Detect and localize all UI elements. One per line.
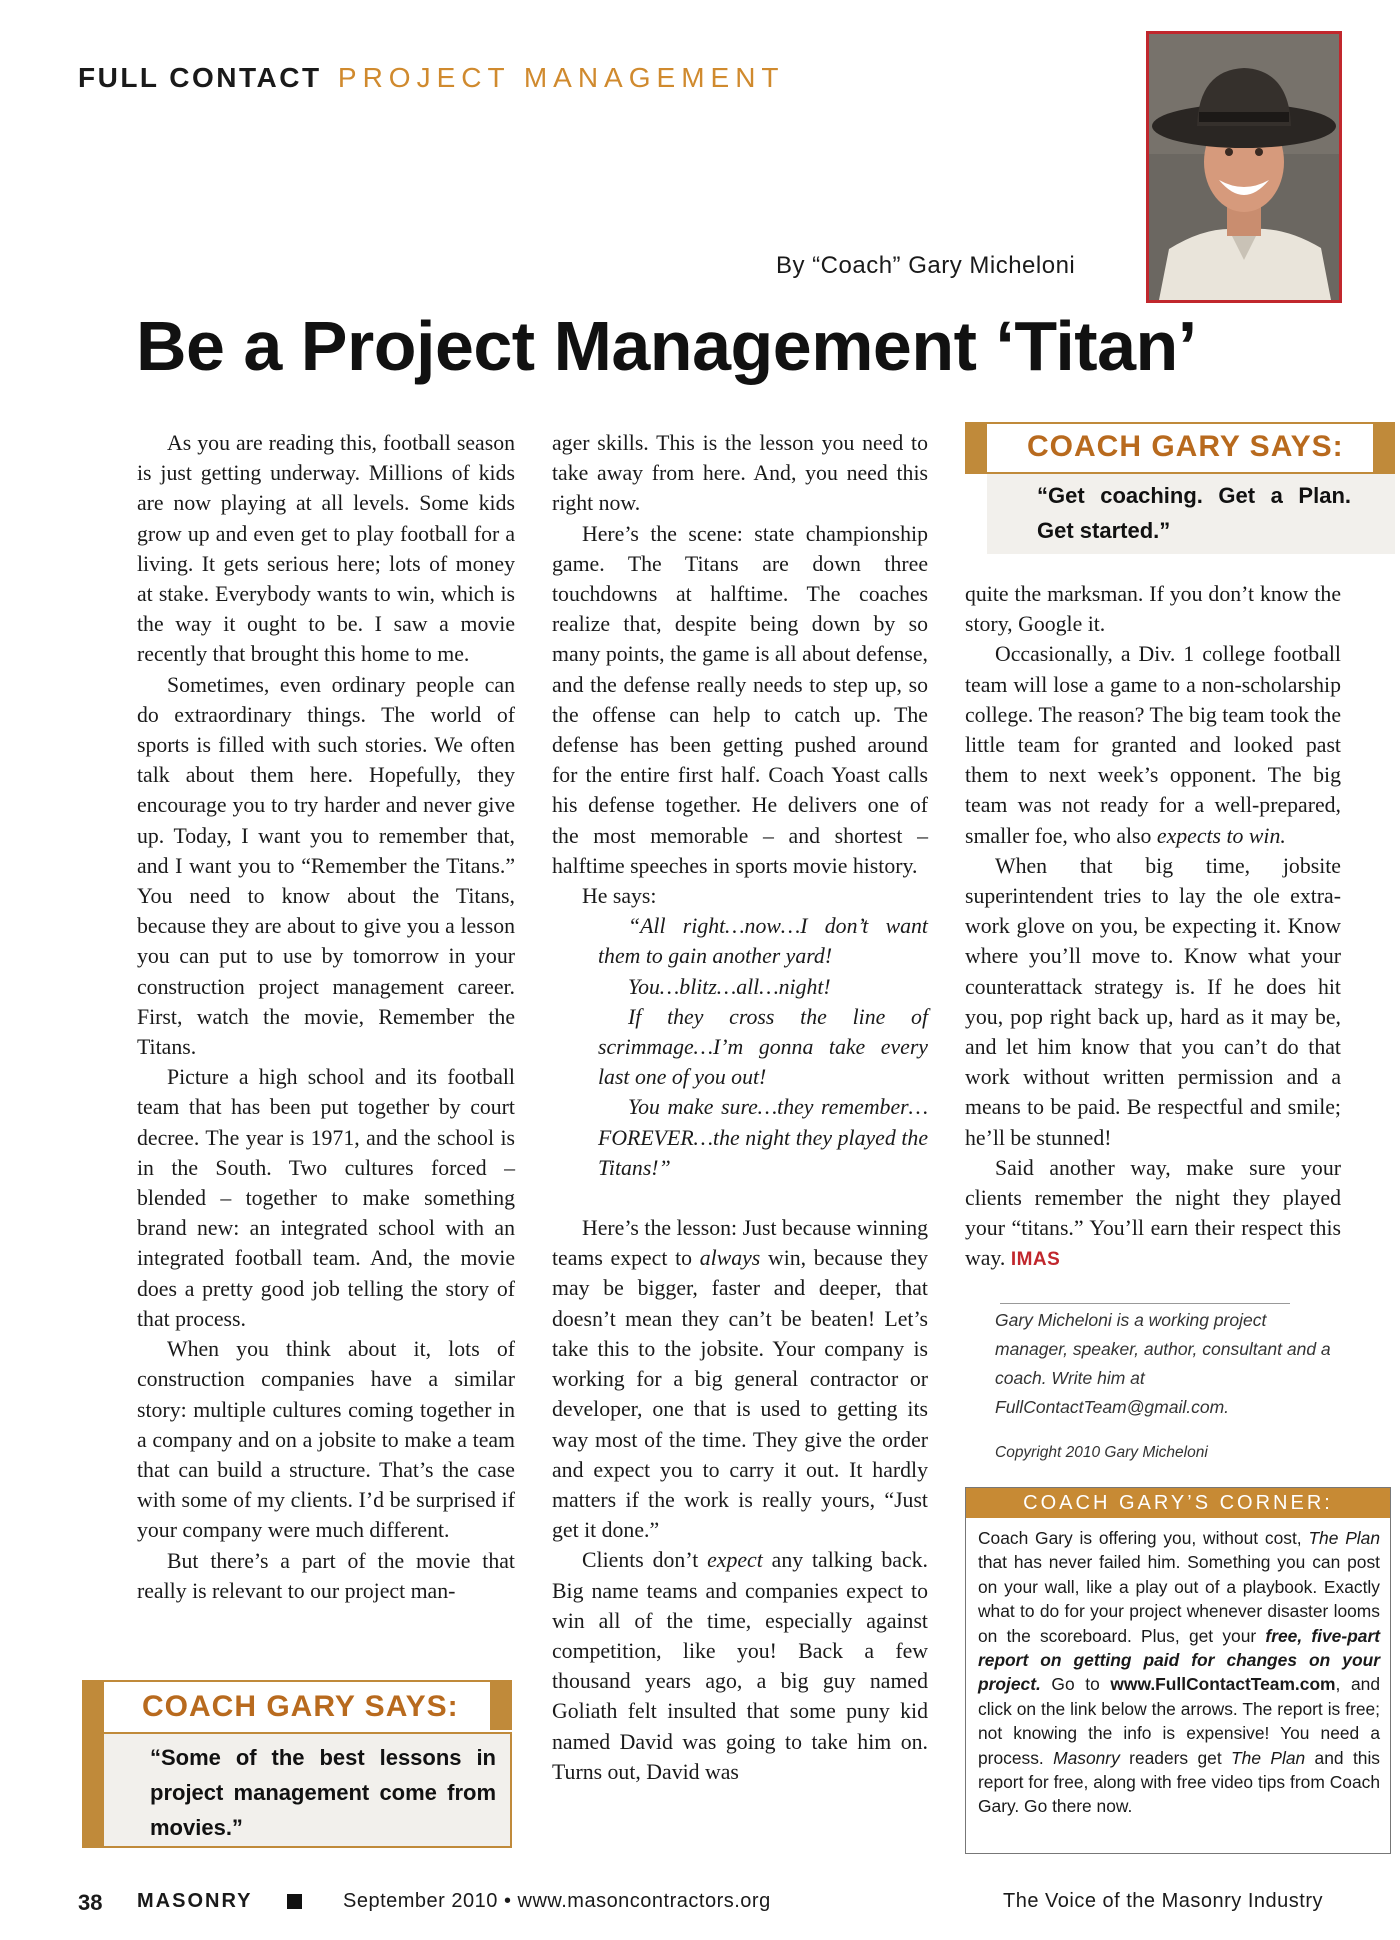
section-heading-secondary: PROJECT MANAGEMENT	[337, 62, 785, 93]
quote-line: If they cross the line of scrimmage…I’m gonna take every last one of you out!	[598, 1004, 928, 1090]
divider	[1000, 1303, 1290, 1304]
corner-body: Coach Gary is offering you, without cost, The Plan that has never failed him. Something you can post on your wall, like a play out of a playbook. Exactly what to do for your project whenever disaster looms on the scoreboard. Plus, get your free, five-part report on getting paid for changes on your project. Go to www.FullContactTeam.com, and click on the link below the arrows. The report is free; not knowing the info is expensive! You need a process. Masonry readers get The Plan and this report for free, along with free video tips from Coach Gary. Go there now.	[978, 1528, 1381, 1817]
paragraph: When that big time, jobsite superintendent tries to lay the ole extra-work glove on you, be expecting it. Know where you’ll move to. Know what your counterattack strategy is. If he does hit you, pop right back up, hard as it may be, and let him know that you can’t do that work without written permission and a means to be paid. Be respectful and smile; he’ll be stunned!	[965, 853, 1341, 1150]
byline: By “Coach” Gary Micheloni	[776, 252, 1076, 279]
paragraph: As you are reading this, football season is just getting underway. Millions of kids are now playing at all levels. Some kids grow up and even get to play football for a living. It gets serious here; lots of money at stake. Everybody wants to win, which is the way it ought to be. I saw a movie recently that brought this home to me.	[137, 431, 515, 667]
coach-box-title: COACH GARY SAYS:	[142, 1690, 459, 1723]
paragraph: Here’s the scene: state championship game. The Titans are down three touchdowns at halftime. The coaches realize that, despite being down by so many points, the game is all about defense, and the defense really needs to step up, so the offense can help to catch up. The defense has been getting pushed around for the entire first half. Coach Yoast calls his defense together. He delivers one of the most memorable – and shortest – halftime speeches in sports movie history.	[552, 521, 928, 878]
author-photo	[1146, 31, 1342, 303]
paragraph: When you think about it, lots of construction companies have a similar story: multiple cultures coming together in a company and on a jobsite to make a team that can build a structure. That’s the case with some of my clients. I’d be surprised if your company were much different.	[137, 1337, 515, 1543]
corner-title: COACH GARY’S CORNER:	[966, 1488, 1390, 1518]
issue-info: September 2010 • www.masoncontractors.org	[343, 1890, 771, 1912]
paragraph: quite the marksman. If you don’t know the story, Google it.	[965, 582, 1341, 637]
magazine-name: MASONRY	[137, 1890, 253, 1912]
author-portrait-image	[1149, 34, 1339, 300]
paragraph: Said another way, make sure your clients remember the night they played your “titans.” You’ll earn their respect this way. IMAS	[965, 1155, 1341, 1271]
paragraph: Occasionally, a Div. 1 college football team will lose a game to a non-scholarship college. The reason? The big team took the little team for granted and looked past them to next week’s opponent. The big team was not ready for a well-prepared, smaller foe, who also expects to win.	[965, 642, 1341, 848]
page-number: 38	[78, 1890, 103, 1915]
coach-box-quote: “Get coaching. Get a Plan. Get started.”	[1037, 483, 1351, 543]
paragraph: He says:	[582, 884, 657, 909]
column-3	[965, 579, 1341, 1276]
coach-gary-says-box	[965, 422, 1395, 555]
paragraph: ager skills. This is the lesson you need to take away from here. And, you need this right now.	[552, 431, 928, 516]
section-heading	[78, 62, 785, 94]
paragraph: Here’s the lesson: Just because winning teams expect to always win, because they may be bigger, faster and deeper, that doesn’t mean they can’t be beaten! Let’s take this to the jobsite. Your company is working for a big general contractor or developer, one that is used to getting its way most of the time. They give the order and expect you to carry it out. It hardly matters if the work is really yours, “Just get it done.”	[552, 1216, 928, 1543]
column-2	[552, 428, 928, 1787]
copyright-note: Copyright 2010 Gary Micheloni	[995, 1444, 1208, 1461]
quote-line: “All right…now…I don’t want them to gain another yard!	[598, 914, 928, 969]
magazine-tagline: The Voice of the Masonry Industry	[1003, 1890, 1323, 1912]
paragraph: Picture a high school and its football team that has been put together by court decree. The year is 1971, and the school is in the South. Two cultures forced – blended – together to make something brand new: an integrated school with an integrated football team. And, the movie does a pretty good job telling the story of that process.	[137, 1065, 515, 1331]
corner-website-link[interactable]: www.FullContactTeam.com	[1110, 1674, 1336, 1695]
quote-line: You make sure…they remember…FOREVER…the night they played the Titans!”	[598, 1095, 928, 1180]
section-heading-primary: FULL CONTACT	[78, 62, 322, 93]
coach-garys-corner-box	[965, 1487, 1391, 1854]
paragraph: Clients don’t expect any talking back. Big name teams and companies expect to win all of the time, especially against competition, like you! Back a few thousand years ago, a big guy named Goliath felt insulted that some puny kid named David was going to take him on. Turns out, David was	[552, 1548, 928, 1784]
column-1	[137, 428, 515, 1606]
author-bio: Gary Micheloni is a working project manager, speaker, author, consultant and a coach. Write him at FullContactTeam@gmail.com.	[995, 1310, 1331, 1417]
coach-box-quote: “Some of the best lessons in project management come from movies.”	[150, 1745, 496, 1840]
article-headline: Be a Project Management ‘Titan’	[136, 307, 1197, 385]
coach-gary-says-box	[82, 1680, 512, 1848]
square-icon	[287, 1894, 302, 1909]
halftime-speech-quote	[598, 911, 928, 1183]
paragraph: But there’s a part of the movie that really is relevant to our project man-	[137, 1548, 515, 1603]
quote-line: You…blitz…all…night!	[628, 974, 831, 999]
coach-box-title: COACH GARY SAYS:	[1027, 430, 1344, 463]
paragraph: Sometimes, even ordinary people can do extraordinary things. The world of sports is filled with such stories. We often talk about them here. Hopefully, they encourage you to try harder and never give up. Today, I want you to remember that, and I want you to “Remember the Titans.” You need to know about the Titans, because they are about to give you a lesson you can put to use by tomorrow in your construction project management career. First, watch the movie, Remember the Titans.	[137, 672, 515, 1060]
end-mark: IMAS	[1010, 1249, 1061, 1271]
